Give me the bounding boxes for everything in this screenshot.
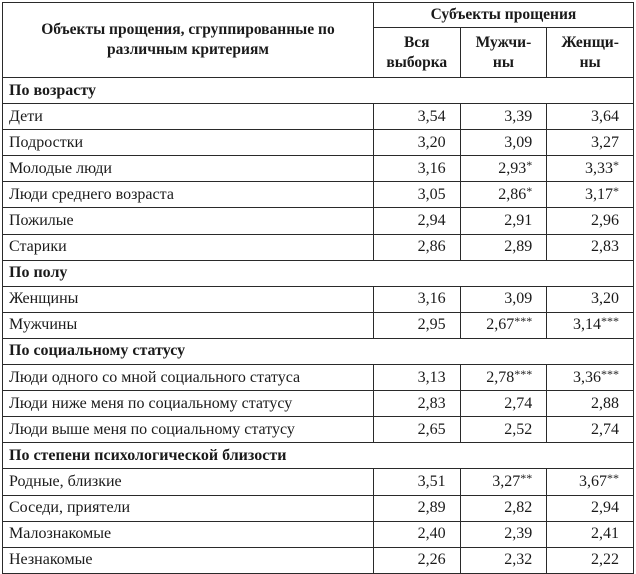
cell-men <box>460 547 547 573</box>
table-body <box>3 78 634 574</box>
value-all: 3,20 <box>417 133 446 151</box>
significance-mark: * <box>526 157 533 172</box>
cell-men <box>460 104 547 130</box>
value-women: 2,83 <box>591 238 619 256</box>
cell-men <box>460 182 547 208</box>
value-all: 3,54 <box>417 107 446 125</box>
section-row <box>3 338 634 364</box>
cell-all <box>373 521 460 547</box>
col-all-header: Вся выборка <box>373 28 460 78</box>
cell-women <box>547 156 634 182</box>
cell-women <box>547 547 634 573</box>
row-label: Подростки <box>3 130 374 156</box>
significance-mark: *** <box>601 314 619 329</box>
cell-women <box>547 312 634 338</box>
value-all: 2,94 <box>417 212 446 230</box>
cell-women <box>547 286 634 312</box>
value-all: 2,26 <box>417 551 446 569</box>
cell-women <box>547 182 634 208</box>
value-men: 2,52 <box>504 420 533 438</box>
significance-mark: *** <box>601 366 619 381</box>
table-row <box>3 104 634 130</box>
cell-all <box>373 469 460 495</box>
significance-mark: * <box>613 183 619 198</box>
cell-men <box>460 286 547 312</box>
value-women: 2,94 <box>591 499 619 517</box>
cell-women <box>547 521 634 547</box>
row-label: Люди одного со мной социального статуса <box>3 365 374 391</box>
row-label: Люди ниже меня по социальному статусу <box>3 391 374 417</box>
significance-mark: ** <box>520 470 533 485</box>
significance-mark: ** <box>607 470 619 485</box>
cell-men <box>460 469 547 495</box>
cell-women <box>547 469 634 495</box>
cell-all <box>373 365 460 391</box>
table-row <box>3 521 634 547</box>
value-women: 2,41 <box>591 525 619 543</box>
value-women: 2,74 <box>591 420 619 438</box>
value-women: 2,22 <box>591 551 619 569</box>
table-row <box>3 365 634 391</box>
cell-men <box>460 312 547 338</box>
table-row <box>3 182 634 208</box>
row-label: Люди среднего возраста <box>3 182 374 208</box>
value-all: 2,40 <box>417 525 446 543</box>
value-men: 2,82 <box>504 499 533 517</box>
row-label: Старики <box>3 234 374 260</box>
table-row <box>3 234 634 260</box>
row-label: Соседи, приятели <box>3 495 374 521</box>
objects-header: Объекты прощения, сгруппированные по различным критериям <box>3 3 374 78</box>
table-row <box>3 130 634 156</box>
subjects-header: Субъекты прощения <box>373 3 633 28</box>
value-all: 2,89 <box>417 499 446 517</box>
value-women: 3,67 <box>579 472 607 490</box>
value-women: 2,96 <box>591 212 619 230</box>
value-all: 2,83 <box>417 394 446 412</box>
row-label: Незнакомые <box>3 547 374 573</box>
value-men: 2,78 <box>486 368 515 386</box>
value-women: 3,64 <box>591 107 619 125</box>
value-women: 3,27 <box>591 133 619 151</box>
cell-all <box>373 182 460 208</box>
cell-all <box>373 104 460 130</box>
section-title: По социальному статусу <box>3 338 634 364</box>
cell-men <box>460 495 547 521</box>
table-row <box>3 391 634 417</box>
cell-women <box>547 391 634 417</box>
col-women-header: Женщи-ны <box>547 28 634 78</box>
cell-all <box>373 495 460 521</box>
cell-all <box>373 208 460 234</box>
value-men: 3,09 <box>504 290 533 308</box>
value-women: 3,14 <box>573 316 601 334</box>
value-men: 2,86 <box>498 185 527 203</box>
value-men: 2,91 <box>504 212 533 230</box>
cell-men <box>460 521 547 547</box>
row-label: Родные, близкие <box>3 469 374 495</box>
cell-men <box>460 365 547 391</box>
cell-men <box>460 234 547 260</box>
value-all: 3,13 <box>417 368 446 386</box>
value-all: 2,86 <box>417 238 446 256</box>
section-row <box>3 443 634 469</box>
value-men: 2,32 <box>504 551 533 569</box>
cell-women <box>547 365 634 391</box>
cell-men <box>460 156 547 182</box>
value-men: 2,93 <box>498 159 527 177</box>
value-men: 3,27 <box>492 472 521 490</box>
value-men: 3,09 <box>504 133 533 151</box>
significance-mark: *** <box>514 366 533 381</box>
section-title: По степени психологической близости <box>3 443 634 469</box>
section-row <box>3 260 634 286</box>
cell-all <box>373 286 460 312</box>
value-men: 2,67 <box>486 316 515 334</box>
cell-women <box>547 104 634 130</box>
cell-all <box>373 130 460 156</box>
cell-men <box>460 391 547 417</box>
value-all: 3,16 <box>417 159 446 177</box>
table-row <box>3 208 634 234</box>
value-women: 3,20 <box>591 290 619 308</box>
cell-all <box>373 417 460 443</box>
table-header <box>3 3 634 78</box>
value-women: 3,36 <box>573 368 601 386</box>
cell-women <box>547 208 634 234</box>
table-row <box>3 156 634 182</box>
significance-mark: * <box>613 157 619 172</box>
section-title: По полу <box>3 260 634 286</box>
row-label: Мужчины <box>3 312 374 338</box>
table-row <box>3 469 634 495</box>
significance-mark: * <box>526 183 533 198</box>
value-women: 3,17 <box>585 185 613 203</box>
value-all: 2,65 <box>417 420 446 438</box>
cell-women <box>547 130 634 156</box>
row-label: Люди выше меня по социальному статусу <box>3 417 374 443</box>
value-men: 2,74 <box>504 394 533 412</box>
table-row <box>3 286 634 312</box>
cell-all <box>373 391 460 417</box>
section-row <box>3 78 634 104</box>
row-label: Молодые люди <box>3 156 374 182</box>
row-label: Женщины <box>3 286 374 312</box>
cell-women <box>547 417 634 443</box>
value-all: 2,95 <box>417 316 446 334</box>
cell-all <box>373 234 460 260</box>
cell-all <box>373 312 460 338</box>
value-men: 2,39 <box>504 525 533 543</box>
section-title: По возрасту <box>3 78 634 104</box>
value-women: 3,33 <box>585 159 613 177</box>
cell-men <box>460 130 547 156</box>
value-men: 2,89 <box>504 238 533 256</box>
cell-all <box>373 156 460 182</box>
cell-men <box>460 208 547 234</box>
col-men-header: Мужчи-ны <box>460 28 547 78</box>
forgiveness-table <box>2 2 634 574</box>
table-row <box>3 312 634 338</box>
row-label: Малознакомые <box>3 521 374 547</box>
value-all: 3,51 <box>417 472 446 490</box>
significance-mark: *** <box>514 314 533 329</box>
row-label: Дети <box>3 104 374 130</box>
cell-men <box>460 417 547 443</box>
value-women: 2,88 <box>591 394 619 412</box>
cell-women <box>547 234 634 260</box>
value-all: 3,05 <box>417 185 446 203</box>
table-row <box>3 417 634 443</box>
cell-all <box>373 547 460 573</box>
cell-women <box>547 495 634 521</box>
row-label: Пожилые <box>3 208 374 234</box>
table-row <box>3 547 634 573</box>
value-all: 3,16 <box>417 290 446 308</box>
value-men: 3,39 <box>504 107 533 125</box>
table-row <box>3 495 634 521</box>
